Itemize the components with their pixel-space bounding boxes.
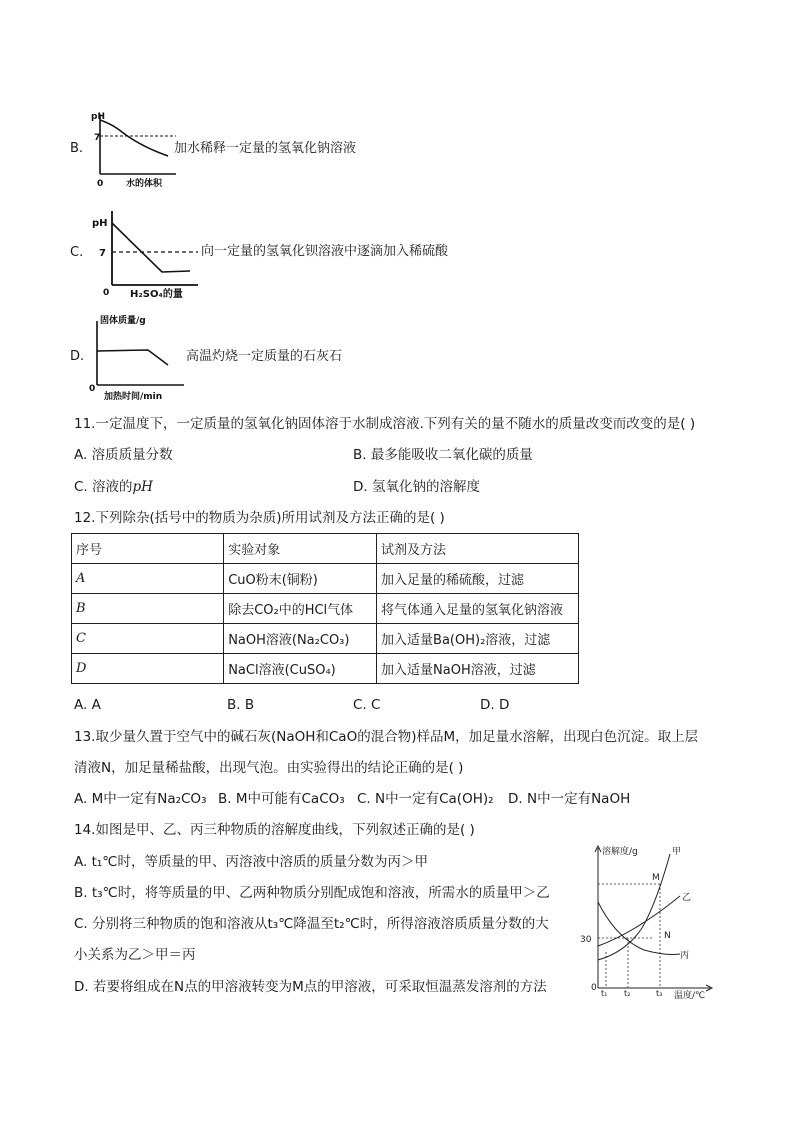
table-header-cell: 实验对象 xyxy=(224,534,377,564)
table-cell-id: C xyxy=(72,624,224,654)
table-header-cell: 序号 xyxy=(72,534,224,564)
table-cell-method: 加入足量的稀硫酸，过滤 xyxy=(377,564,579,594)
table-row xyxy=(72,654,579,684)
q12-stem: 12.下列除杂(括号中的物质为杂质)所用试剂及方法正确的是( ) xyxy=(74,510,445,526)
fig-x-label: 温度/℃ xyxy=(674,991,706,1000)
q12-answer-d: D. D xyxy=(480,697,510,713)
graph-c-x-label: H₂SO₄的量 xyxy=(130,289,183,300)
q11-option-c-prefix: C. 溶液的 xyxy=(74,479,133,495)
q14-option-d: D. 若要将组成在N点的甲溶液转变为M点的甲溶液，可采取恒温蒸发溶剂的方法 xyxy=(74,979,547,995)
q11-option-c-var: pH xyxy=(132,479,153,495)
fig-y-label: 溶解度/g xyxy=(602,847,638,857)
table-cell-object: 除去CO₂中的HCl气体 xyxy=(224,594,377,624)
option-b-caption: 加水稀释一定量的氢氧化钠溶液 xyxy=(174,141,357,156)
fig-point-m: M xyxy=(652,873,660,883)
q11-option-b: B. 最多能吸收二氧化碳的质量 xyxy=(353,447,533,463)
q14-stem: 14.如图是甲、乙、丙三种物质的溶解度曲线，下列叙述正确的是( ) xyxy=(74,822,475,838)
table-cell-object: NaCl溶液(CuSO₄) xyxy=(224,654,377,684)
fig-t2: t₂ xyxy=(624,989,631,998)
graph-b-origin: 0 xyxy=(97,179,104,189)
table-row xyxy=(72,624,579,654)
graph-c-origin: 0 xyxy=(103,288,110,298)
limestone-mass-graph xyxy=(86,311,186,401)
table-cell-method: 加入适量Ba(OH)₂溶液，过滤 xyxy=(377,624,579,654)
graph-b-ref-label: 7 xyxy=(94,133,101,143)
q12-table xyxy=(71,533,579,684)
table-cell-object: NaOH溶液(Na₂CO₃) xyxy=(224,624,377,654)
ph-titration-graph xyxy=(90,205,200,300)
graph-c-y-label: pH xyxy=(92,218,108,229)
q14-option-a: A. t₁℃时，等质量的甲、丙溶液中溶质的质量分数为丙＞甲 xyxy=(74,854,428,870)
curve-jia xyxy=(598,854,670,960)
table-row xyxy=(72,594,579,624)
q11-stem: 11.一定温度下，一定质量的氢氧化钠固体溶于水制成溶液.下列有关的量不随水的质量改变而改变的是( ) xyxy=(74,416,696,432)
option-letter-b: B. xyxy=(70,141,84,156)
fig-curve-yi: 乙 xyxy=(682,893,692,903)
fig-y-tick-30: 30 xyxy=(580,935,592,945)
q13-option-d: D. N中一定有NaOH xyxy=(508,791,631,807)
graph-d-x-label: 加热时间/min xyxy=(104,392,163,401)
option-d-caption: 高温灼烧一定质量的石灰石 xyxy=(186,349,343,364)
graph-d-y-label: 固体质量/g xyxy=(100,316,146,326)
q14-option-c-line1: C. 分别将三种物质的饱和溶液从t₃℃降温至t₂℃时，所得溶液溶质质量分数的大 xyxy=(74,916,549,932)
q13-option-a: A. M中一定有Na₂CO₃ xyxy=(74,791,207,807)
option-letter-d: D. xyxy=(70,349,85,364)
fig-curve-jia: 甲 xyxy=(672,847,682,857)
table-row xyxy=(72,564,579,594)
graph-c-ref-label: 7 xyxy=(99,248,106,259)
table-header-cell: 试剂及方法 xyxy=(377,534,579,564)
fig-t1: t₁ xyxy=(601,989,608,998)
q13-option-b: B. M中可能有CaCO₃ xyxy=(218,791,345,807)
q13-option-c: C. N中一定有Ca(OH)₂ xyxy=(357,791,494,807)
table-cell-object: CuO粉末(铜粉) xyxy=(224,564,377,594)
graph-b-x-label: 水的体积 xyxy=(126,179,163,189)
q14-option-c-line2: 小关系为乙＞甲＝丙 xyxy=(74,947,196,963)
fig-point-n: N xyxy=(664,931,671,941)
option-letter-c: C. xyxy=(70,245,84,260)
q12-answer-c: C. C xyxy=(353,697,381,713)
q14-option-b: B. t₃℃时，将等质量的甲、乙两种物质分别配成饱和溶液，所需水的质量甲＞乙 xyxy=(74,885,550,901)
table-cell-id: A xyxy=(72,564,224,594)
option-c-caption: 向一定量的氢氧化钡溶液中逐滴加入稀硫酸 xyxy=(201,244,449,259)
q13-stem-line2: 清液N，加足量稀盐酸，出现气泡。由实验得出的结论正确的是( ) xyxy=(74,760,464,776)
table-cell-id: D xyxy=(72,654,224,684)
fig-t3: t₃ xyxy=(656,989,663,998)
ph-dilution-graph xyxy=(88,108,178,190)
q11-option-c xyxy=(74,478,153,496)
table-header-row xyxy=(72,534,579,564)
fig-origin: 0 xyxy=(591,983,597,993)
q12-answer-a: A. A xyxy=(74,697,101,713)
fig-curve-bing: 丙 xyxy=(680,951,690,961)
q11-option-d: D. 氢氧化钠的溶解度 xyxy=(353,479,480,495)
table-cell-method: 将气体通入足量的氢氧化钠溶液 xyxy=(377,594,579,624)
table-cell-id: B xyxy=(72,594,224,624)
graph-b-y-label: pH xyxy=(91,112,105,122)
curve-bing xyxy=(598,902,680,955)
q11-option-a: A. 溶质质量分数 xyxy=(74,447,173,463)
table-cell-method: 加入适量NaOH溶液，过滤 xyxy=(377,654,579,684)
graph-d-origin: 0 xyxy=(89,384,96,394)
q13-stem-line1: 13.取少量久置于空气中的碱石灰(NaOH和CaO的混合物)样品M，加足量水溶解，出现白色沉淀。取上层 xyxy=(74,729,699,745)
q12-answer-b: B. B xyxy=(227,697,255,713)
solubility-curve-figure xyxy=(576,842,718,1000)
